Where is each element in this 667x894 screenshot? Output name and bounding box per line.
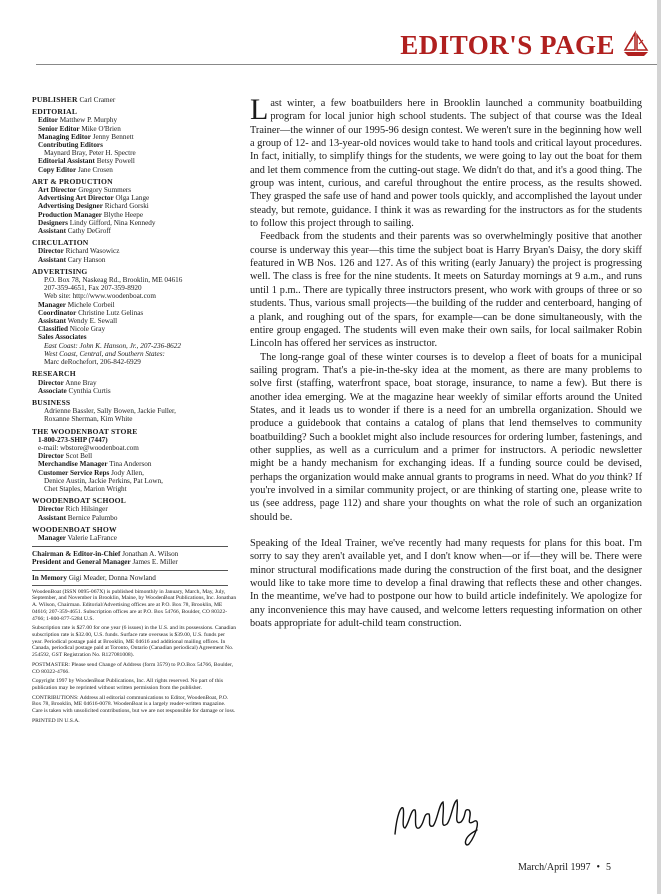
masthead-research: RESEARCH Director Anne Bray Associate Cynthia Curtis	[32, 369, 111, 395]
masthead-store: THE WOODENBOAT STORE 1-800-273-SHIP (7447) e-mail: wbstore@woodenboat.com Director Scot Bell Merchandise Manager Tina Anderson Customer Service Reps Jody Allen, Denice Austin, Jackie Perkins, Pat Lown, Chet Staples, Marion Wright	[32, 426, 163, 493]
masthead-divider	[32, 570, 228, 571]
article-paragraph: Speaking of the Ideal Trainer, we've recently had many requests for plans for this boat. I'm sorry to say they aren't available yet, and I don't know when—or if—they will be. There were minor structural modifications made during the construction of the first boat, and the designer would like to take more time to develop a final drawing that reflects these and other changes. In the meantime, we've had to postpone our how to build article indefinitely. We apologize for any inconvenience this may have caused, and welcome letters requesting information on other boats appropriate for adult-child team construction.	[250, 538, 642, 630]
masthead-president: President and General Manager James E. Miller	[32, 558, 178, 567]
drop-cap: L	[250, 93, 269, 126]
masthead-editorial: EDITORIAL Editor Matthew P. Murphy Senior Editor Mike O'Brien Managing Editor Jenny Bennett Contributing Editors Maynard Bray, Peter H. Spectre Editorial Assistant Betsy Powell Copy Editor Jane Crosen	[32, 107, 136, 174]
article-paragraph: Feedback from the students and their parents was so overwhelmingly positive that another course is underway this year—this time the subject boat is Harry Bryan's Daisy, the dory skiff featured in WB Nos. 126 and 127. As of this writing (early January) the project is progressing well. The class is free for the nine students. It meets on Saturday mornings at 9 a.m., and runs until 1 p.m.. There are typically three instructors present, who work with groups of three or so students. Thus, various small projects—the building of the rudder and centerboard, hanging of a plank, and roughing out of the spars, for example—can be done simultaneously, with the entire group engaged. The students will even make their own sails, for local sailmaker Robin Lincoln has offered her services as instructor.	[250, 231, 642, 350]
header-rule	[36, 64, 657, 65]
masthead-circulation: CIRCULATION Director Richard Wasowicz Assistant Cary Hanson	[32, 238, 120, 264]
handwritten-signature	[391, 794, 491, 850]
masthead-business: BUSINESS Adrienne Bassler, Sally Bowen, Jackie Fuller, Roxanne Sherman, Kim White	[32, 397, 176, 424]
issue-date: March/April 1997	[517, 862, 591, 873]
masthead-publisher: PUBLISHER Carl Cramer	[32, 95, 116, 104]
article-body	[250, 93, 642, 630]
masthead-art-production: ART & PRODUCTION Art Director Gregory Summers Advertising Art Director Olga Lange Advertising Designer Richard Gorski Production Manager Blythe Heepe Designers Lindy Gifford, Nina Kennedy Assistant Cathy DeGroff	[32, 176, 156, 236]
page-edge-shadow	[657, 0, 661, 894]
subscription-info: Subscription rate is $27.00 for one year (6 issues) in the U.S. and its possessions. Canadian subscription rate is $32.00, U.S. funds. Surface rate overseas is $39.00, U.S. funds per year. Periodical postage paid at Brooklin, ME 04616 and additional mailing offices. In Canada, periodical postage paid at Toronto, Ontario (Canadian periodical) Agreement No. 254592, GST Registration No. R127081008).	[32, 625, 236, 659]
page-footer	[518, 862, 611, 873]
masthead-show: WOODENBOAT SHOW Manager Valerie LaFrance	[32, 524, 117, 542]
article-paragraph: The long-range goal of these winter courses is to develop a fleet of boats for a municipal sailing program. That's a pie-in-the-sky idea at the moment, as there are many problems to solve first (staffing, waterfront space, boat storage, insurance, to name a few). But there is another idea emerging. We at the magazine hear weekly of similar efforts around the United States, and it leads us to wonder if there is a need for an umbrella organization. Should we produce a guidebook that contains a catalog of plans that lend themselves to community boatbuilding? Such a booklet might also include resources for ordering lumber, fastenings, and other supplies, as well as a curriculum and a primer for instructors. A periodic newsletter might be a handy mechanism for exchanging ideas. If a funding source could be devised, perhaps the organization would make annual grants to programs in need. What do you think? If you're involved in a similar community project, or are thinking of starting one, please write to us (see address, page 112) and share your thoughts on what the role of such an organization should be.	[250, 351, 642, 523]
masthead-divider	[32, 546, 228, 547]
masthead	[32, 96, 237, 727]
masthead-chairman: Chairman & Editor-in-Chief Jonathan A. Wilson	[32, 550, 179, 559]
publication-info: WoodenBoat (ISSN 0095-067X) is published bimonthly in January, March, May, July, September, and November in Brooklin, Maine, by WoodenBoat Publications, Inc. Jonathan A. Wilson, Chairman. Editorial/Advertising offices are at P.O. Box 78, Brooklin, ME 04616; 207-359-4651. Subscription offices are at P.O. Box 54766, Boulder, CO 80322-4766; 1-800-877-5284 U.S.	[32, 588, 237, 622]
footer-separator: •	[596, 862, 600, 873]
masthead-divider	[32, 585, 228, 586]
masthead-in-memory: In Memory Gigi Meader, Donna Nowland	[32, 573, 156, 582]
masthead-advertising: ADVERTISING P.O. Box 78, Naskeag Rd., Brooklin, ME 04616 207-359-4651, Fax 207-359-8920 Web site: http://www.woodenboat.com Manager Michele Corbeil Coordinator Christine Lutz Gelinas Assistant Wendy E. Sewall Classified Nicole Gray Sales Associates East Coast: John K. Hanson, Jr., 207-236-8622 West Coast, Central, and Southern States: Marc deRochefort, 206-842-6929	[32, 266, 183, 367]
sailboat-icon	[621, 30, 651, 58]
page-number: 5	[606, 862, 611, 873]
postmaster-info: POSTMASTER: Please send Change of Address (form 3579) to P.O.Box 54766, Boulder, CO 80322-4766.	[32, 661, 233, 675]
page-title: EDITOR'S PAGE	[400, 30, 615, 60]
article-paragraph: Last winter, a few boatbuilders here in Brooklin launched a community boatbuilding program for local junior high school students. The subject of that course was the Ideal Trainer—the winner of our 1995-96 design contest. We weren't sure in the beginning how well a group of 12- and 13-year-old novices would take to hand tools and critical layout procedures. In fact, initially, to simplify things for the students, we were going to lay out the boat for them and let them commence from the cutting-out stage. We didn't do that, and it's a good thing. The group was intent, curious, and careful throughout the entire process, as the results showed. They grasped the safe use of hand and power tools quickly, and accomplished the layout under steady, but remote, guidance. I think it was as rewarding for the instructors as for the students to follow this project through to sailing.	[250, 93, 642, 230]
contributions-info: CONTRIBUTIONS: Address all editorial communications to Editor, WoodenBoat, P.O. Box 78, Brooklin, ME 04616-0078. WoodenBoat is a largely reader-written magazine. Care is taken with unsolicited contributions, but we are not responsible for damage or loss.	[32, 694, 236, 715]
copyright-info: Copyright 1997 by WoodenBoat Publications, Inc. All rights reserved. No part of this publication may be reprinted without written permission from the publisher.	[32, 678, 224, 691]
printed-in: PRINTED IN U.S.A.	[32, 717, 80, 724]
masthead-school: WOODENBOAT SCHOOL Director Rich Hilsinger Assistant Bernice Palumbo	[32, 496, 127, 522]
